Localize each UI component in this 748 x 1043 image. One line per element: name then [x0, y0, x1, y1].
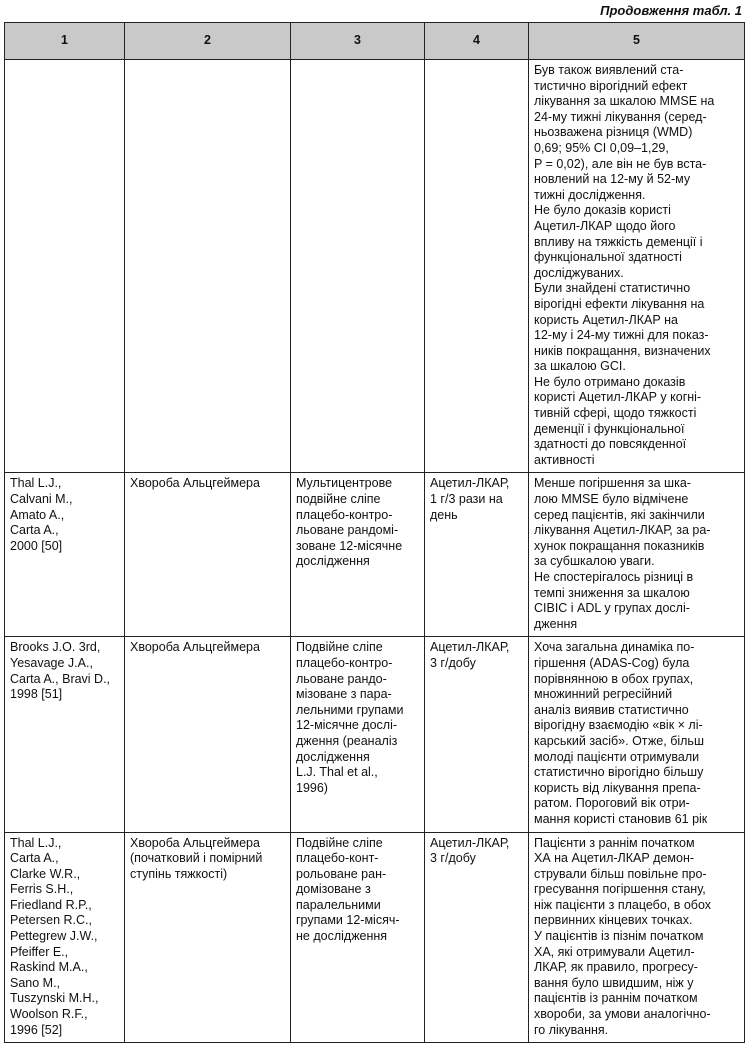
diagnosis-cell: Хвороба Альцгеймера (початковий і помірний ступінь тяжкості): [125, 832, 291, 1043]
header-cell-4: 4: [425, 23, 529, 60]
header-cell-2: 2: [125, 23, 291, 60]
diagnosis-cell: Хвороба Альцгеймера: [125, 473, 291, 637]
header-cell-5: 5: [529, 23, 745, 60]
design-cell: Мультицентрове подвійне сліпе плацебо-контро- льоване рандомі- зоване 12-місячне дослідження: [291, 473, 425, 637]
dosage-cell: [425, 60, 529, 473]
results-cell: Пацієнти з раннім початком ХА на Ацетил-ЛКАР демон- стрували більш повільне про- гресування погіршення стану, ніж пацієнти з плацебо, в обох первинних кінцевих точках. У пацієнтів із пізнім початком ХА, які отримували Ацетил- ЛКАР, як правило, прогресу- вання було швидшим, ніж у пацієнтів із раннім початком хвороби, за умови аналогічно- го лікування.: [529, 832, 745, 1043]
authors-cell: [5, 60, 125, 473]
table-caption: Продовження табл. 1: [600, 3, 742, 18]
design-cell: [291, 60, 425, 473]
dosage-cell: Ацетил-ЛКАР, 3 г/добу: [425, 637, 529, 832]
design-cell: Подвійне сліпе плацебо-конт- рольоване ран- домізоване з паралельними групами 12-місяч- не дослідження: [291, 832, 425, 1043]
diagnosis-cell: [125, 60, 291, 473]
design-cell: Подвійне сліпе плацебо-контро- льоване рандо- мізоване з пара- лельними групами 12-місячне дослі- дження (реаналіз дослідження L.J. Thal et al., 1996): [291, 637, 425, 832]
table-row: [5, 637, 745, 832]
table-row: [5, 832, 745, 1043]
diagnosis-cell: Хвороба Альцгеймера: [125, 637, 291, 832]
table-row: [5, 60, 745, 473]
header-row: [5, 23, 745, 60]
dosage-cell: Ацетил-ЛКАР, 3 г/добу: [425, 832, 529, 1043]
results-cell: Хоча загальна динаміка по- гіршення (ADAS-Cog) була порівнянною в обох групах, множинний регресійний аналіз виявив статистично вірогідну взаємодію «вік × лі- карський засіб». Отже, більш молоді пацієнти отримували статистично вірогідно більшу користь від лікування препа- ратом. Пороговий вік отри- мання користі становив 61 рік: [529, 637, 745, 832]
authors-cell: Thal L.J., Carta A., Clarke W.R., Ferris S.H., Friedland R.P., Petersen R.C., Pettegrew J.W., Pfeiffer E., Raskind M.A., Sano M., Tuszynski M.H., Woolson R.F., 1996 [52]: [5, 832, 125, 1043]
authors-cell: Brooks J.O. 3rd, Yesavage J.A., Carta A., Bravi D., 1998 [51]: [5, 637, 125, 832]
table-row: [5, 473, 745, 637]
authors-cell: Thal L.J., Calvani M., Amato A., Carta A., 2000 [50]: [5, 473, 125, 637]
header-cell-1: 1: [5, 23, 125, 60]
dosage-cell: Ацетил-ЛКАР, 1 г/3 рази на день: [425, 473, 529, 637]
results-cell: Менше погіршення за шка- лою MMSE було відмічене серед пацієнтів, які закінчили лікування Ацетил-ЛКАР, за ра- хунок покращання показників за субшкалою уваги. Не спостерігалось різниці в темпі зниження за шкалою CIBIC і ADL у групах дослі- дження: [529, 473, 745, 637]
data-table: [4, 22, 745, 1043]
header-cell-3: 3: [291, 23, 425, 60]
results-cell: Був також виявлений ста- тистично вірогідний ефект лікування за шкалою MMSE на 24-му тижні лікування (серед- ньозважена різниця (WMD) 0,69; 95% CI 0,09–1,29, P = 0,02), але він не був вста- новлений на 12-му й 52-му тижні дослідження. Не було доказів користі Ацетил-ЛКАР щодо його впливу на тяжкість деменції і функціональної здатності досліджуваних. Були знайдені статистично вірогідні ефекти лікування на користь Ацетил-ЛКАР на 12-му і 24-му тижні для показ- ників покращання, визначених за шкалою GCI. Не було отримано доказів користі Ацетил-ЛКАР у когні- тивній сфері, щодо тяжкості деменції і функціональної здатності до повсякденної активності: [529, 60, 745, 473]
